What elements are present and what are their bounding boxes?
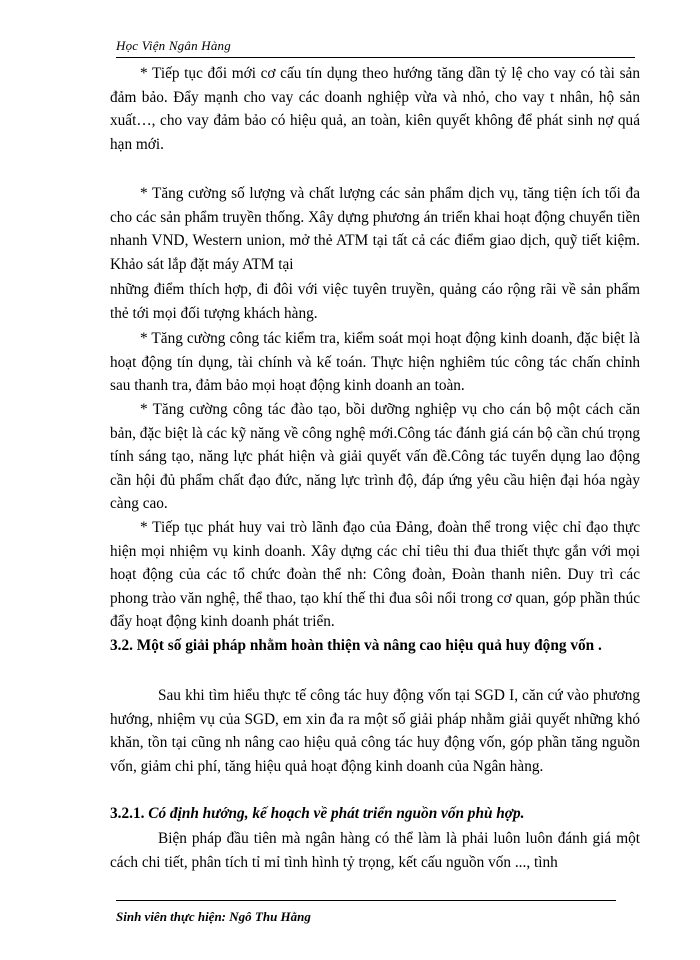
paragraph-products-services [110, 182, 640, 276]
section-intro [110, 684, 640, 778]
paragraph-text: * Tăng cường công tác kiểm tra, kiểm soát mọi hoạt động kinh doanh, đặc biệt là hoạt động tín dụng, tài chính và kế toán. Thực hiện nghiêm túc công tác chấn chỉnh sau thanh tra, đảm bảo mọi hoạt động kinh doanh an toàn. [110, 330, 641, 395]
section-heading-3-2 [110, 634, 640, 658]
paragraph-text: Biện pháp đầu tiên mà ngân hàng có thể làm là phải luôn luôn đánh giá một cách chi tiết, phân tích tỉ mỉ tình hình tỷ trọng, kết cấu nguồn vốn ..., tình [110, 830, 640, 871]
paragraph-inspection [110, 327, 640, 398]
paragraph-text: * Tăng cường số lượng và chất lượng các sản phẩm dịch vụ, tăng tiện ích tối đa cho các sản phẩm truyền thống. Xây dựng phương án triển khai hoạt động chuyển tiền nhanh VND, Western union, mở thẻ ATM tại tất cả các điểm giao dịch, quỹ tiết kiệm. Khảo sát lắp đặt máy ATM tại [110, 185, 641, 273]
subsection-heading-text [110, 802, 640, 826]
subsection-title: Có định hướng, kế hoạch về phát triển nguồn vốn phù hợp. [148, 805, 525, 822]
page-footer [116, 900, 616, 925]
paragraph-party-leadership [110, 516, 640, 634]
page-header [116, 38, 635, 58]
paragraph-text: Sau khi tìm hiểu thực tế công tác huy động vốn tại SGD I, căn cứ vào phương hướng, nhiệm vụ của SGD, em xin đa ra một số giải pháp nhằm giải quyết những khó khăn, tồn tại cũng nh nâng cao hiệu quả công tác huy động vốn, góp phần tăng nguồn vốn, giảm chi phí, tăng hiệu quả hoạt động kinh doanh của Ngân hàng. [110, 687, 641, 775]
header-text: Học Viện Ngân Hàng [116, 38, 231, 53]
subsection-number: 3.2.1. [110, 805, 145, 822]
paragraph-text: * Tăng cường công tác đào tạo, bồi dưỡng nghiệp vụ cho cán bộ một cách căn bản, đặc biệt là các kỹ năng về công nghệ mới.Công tác đánh giá cán bộ cần chú trọng tính sáng tạo, năng lực phát hiện và giải quyết vấn đề.Công tác tuyển dụng lao động cần hội đủ phẩm chất đạo đức, năng lực trình độ, đáp ứng yêu cầu hiện đại hóa ngày càng cao. [110, 401, 640, 513]
section-heading-text: 3.2. Một số giải pháp nhằm hoàn thiện và nâng cao hiệu quả huy động vốn . [110, 637, 602, 654]
footer-rule [116, 900, 616, 901]
paragraph-text: những điểm thích hợp, đi đôi với việc tuyên truyền, quảng cáo rộng rãi về sản phẩm thẻ tới mọi đối tượng khách hàng. [110, 281, 641, 322]
paragraph-text: * Tiếp tục đổi mới cơ cấu tín dụng theo hướng tăng dần tỷ lệ cho vay có tài sản đảm bảo. Đẩy mạnh cho vay các doanh nghiệp vừa và nhỏ, cho vay t nhân, hộ sản xuất…, cho vay đảm bảo có hiệu quả, an toàn, kiên quyết không để phát sinh nợ quá hạn mới. [110, 65, 641, 153]
subsection-body [110, 827, 640, 874]
header-rule [116, 57, 635, 58]
subsection-heading-3-2-1 [110, 802, 640, 826]
footer-text: Sinh viên thực hiện: Ngô Thu Hằng [116, 909, 311, 924]
paragraph-text: * Tiếp tục phát huy vai trò lãnh đạo của Đảng, đoàn thể trong việc chỉ đạo thực hiện mọi nhiệm vụ kinh doanh. Xây dựng các chỉ tiêu thi đua thiết thực gắn với mọi hoạt động của các tổ chức đoàn thể nh: Công đoàn, Đoàn thanh niên. Duy trì các phong trào văn nghệ, thể thao, tạo khí thế thi đua sôi nổi trong cơ quan, góp phần thúc đẩy hoạt động kinh doanh phát triển. [110, 519, 641, 631]
paragraph-credit-structure [110, 62, 640, 156]
paragraph-training [110, 398, 640, 516]
paragraph-atm-promotion [110, 278, 640, 325]
